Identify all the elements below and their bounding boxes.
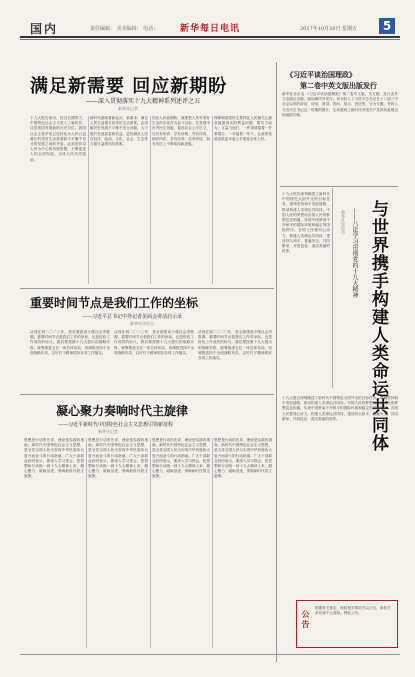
commentary-title: 与世界携手构建人类命运共同体 bbox=[368, 200, 388, 452]
column-divider bbox=[150, 116, 151, 284]
book-title: 《习近平谈治国理政》 bbox=[286, 70, 356, 79]
masthead: 新华每日电讯 bbox=[180, 24, 241, 34]
section3-column-3: 思想是行动的先导，理论是实践的指南。新时代中国特色社会主义思想，是全党全国人民为实现中华民族伟大复兴而奋斗的行动指南。广大干部群众纷纷表示，要深入学习领会，把思想和行动统一到十九大精神上来，凝心聚力，砥砺奋进，奏响新时代的主旋律。 bbox=[152, 438, 210, 479]
section3-column-4: 思想是行动的先导，理论是实践的指南。新时代中国特色社会主义思想，是全党全国人民为实现中华民族伟大复兴而奋斗的行动指南。广大干部群众纷纷表示，要深入学习领会，把思想和行动统一到十九大精神上来，凝心聚力，砥砺奋进，奏响新时代的主旋律。 bbox=[214, 438, 272, 479]
section2-column-1: 从现在到二〇二〇年，是全面建成小康社会决胜期。重要时间节点是我们工作的坐标，也是检验工作成效的标尺。我们要按照十九大提出的战略安排，统筹推进五位一体总体布局，协调推进四个全面战略布局，以钉钉子精神抓好各项工作落实。 bbox=[30, 330, 110, 355]
section3-column-2: 思想是行动的先导，理论是实践的指南。新时代中国特色社会主义思想，是全党全国人民为实现中华民族伟大复兴而奋斗的行动指南。广大干部群众纷纷表示，要深入学习领会，把思想和行动统一到十九大精神上来，凝心聚力，砥砺奋进，奏响新时代的主旋律。 bbox=[88, 438, 148, 479]
column-divider bbox=[88, 116, 89, 284]
column-divider bbox=[150, 438, 151, 648]
header-rule bbox=[20, 36, 400, 38]
lead-column-2: 新时代意味着新起点、新要求。满足人民日益增长的美好生活需要，必须解决好发展不平衡不充分问题，大力提升发展质量和效益，更好满足人民在经济、政治、文化、社会、生态等方面日益增长的需要。 bbox=[90, 116, 148, 147]
lead-column-3: 回应人民新期盼，就要把人民对美好生活的向往作为奋斗目标，在发展中补齐民生短板、促进社会公平正义，在幼有所育、学有所教、劳有所得、病有所医、老有所养、住有所居、弱有所扶上不断取得新进展。 bbox=[152, 116, 210, 147]
book-text: 新华社北京电 《习近平谈治国理政》第二卷中文版、英文版，近日由外文出版社出版，面向海内外发行。该书收入了习近平总书记在十八届三中全会以来的讲话、谈话、演讲、答问、批示、贺信等，分为专题，并收入习近平总书记这一时期的图片，生动展现了新时代中国共产党的执政理念和治国方略。 bbox=[282, 92, 398, 117]
footer-rule bbox=[20, 654, 400, 655]
book-rule bbox=[280, 186, 398, 187]
section2-title: 重要时间节点是我们工作的坐标 bbox=[30, 296, 199, 310]
lead-byline: 新华社记者 bbox=[118, 106, 138, 111]
column-divider bbox=[212, 438, 213, 648]
section2-subtitle: ——习近平总书记中外记者见面会讲话启示录 bbox=[82, 314, 183, 320]
section2-column-2: 从现在到二〇二〇年，是全面建成小康社会决胜期。重要时间节点是我们工作的坐标，也是检验工作成效的标尺。我们要按照十九大提出的战略安排，统筹推进五位一体总体布局，协调推进四个全面战略布局，以钉钉子精神抓好各项工作落实。 bbox=[114, 330, 194, 355]
notice-label: 公告 bbox=[301, 610, 310, 630]
header-date: 2017年10月20日 星期五 bbox=[300, 26, 358, 32]
commentary-subtitle: ——八论学习贯彻党的十九大精神 bbox=[351, 208, 358, 298]
section3-byline: 新华社记者 bbox=[98, 429, 118, 434]
section-rule bbox=[20, 288, 274, 289]
column-divider bbox=[212, 116, 213, 284]
lead-column-4: 保障和改善民生要抓住人民最关心最直接最现实的利益问题，既尽力而为，又量力而行，一件事情接着一件事情办，一年接着一年干，让改革发展成果更多更公平惠及全体人民。 bbox=[214, 116, 272, 141]
page-number: 5 bbox=[379, 18, 395, 34]
section2-column-3: 从现在到二〇二〇年，是全面建成小康社会决胜期。重要时间节点是我们工作的坐标，也是检验工作成效的标尺。我们要按照十九大提出的战略安排，统筹推进五位一体总体布局，协调推进四个全面战略布局，以钉钉子精神抓好各项工作落实。 bbox=[198, 330, 272, 361]
lead-column-1: 十九大报告指出，经过长期努力，中国特色社会主义进入了新时代，这是我国发展新的历史方位。我国社会主要矛盾已经转化为人民日益增长的美好生活需要和不平衡不充分的发展之间的矛盾。必须坚持以人民为中心的发展思想，不断促进人的全面发展、全体人民共同富裕。 bbox=[30, 116, 86, 162]
book-subtitle: 第二卷中英文版出版发行 bbox=[300, 81, 377, 90]
lead-title: 满足新需要 回应新期盼 bbox=[30, 76, 228, 97]
column-divider bbox=[86, 438, 87, 648]
commentary-byline: 新华社评论员 bbox=[341, 210, 346, 234]
section-rule bbox=[20, 394, 274, 395]
lead-subtitle: ——深入贯彻落实十九大精神系列述评之五 bbox=[86, 98, 201, 105]
section-label: 国内 bbox=[30, 22, 59, 36]
section3-column-1: 思想是行动的先导，理论是实践的指南。新时代中国特色社会主义思想，是全党全国人民为实现中华民族伟大复兴而奋斗的行动指南。广大干部群众纷纷表示，要深入学习领会，把思想和行动统一到十九大精神上来，凝心聚力，砥砺奋进，奏响新时代的主旋律。 bbox=[24, 438, 84, 479]
section3-title: 凝心聚力奏响时代主旋律 bbox=[56, 404, 189, 418]
header-rule-thin bbox=[20, 39, 400, 40]
notice-text: 根据有关规定，现将相关事项予以公告，请有关单位和个人周知。特此公告。 bbox=[315, 606, 391, 615]
commentary-text: 十九大报告深刻阐述了新时代中国特色大国外交的目标任务，强调坚持和平发展道路，推动构建人类命运共同体。中国人民的梦想同各国人民的梦想息息相通，实现中国梦离不开和平的国际环境和稳定的国际秩序。各国人民要同心协力，构建人类命运共同体，建设持久和平、普遍安全、共同繁荣、开放包容、清洁美丽的世界。 bbox=[282, 192, 330, 254]
section3-subtitle: ——习近平新时代中国特色社会主义思想引领新征程 bbox=[58, 422, 174, 428]
header-meta: 责任编辑： 美术编辑： 电话： bbox=[90, 26, 159, 32]
section2-byline: 新华社评论员 bbox=[130, 321, 154, 326]
right-column-rule bbox=[276, 62, 277, 662]
commentary-text-cont: 十九大报告深刻阐述了新时代中国特色大国外交的目标任务，强调坚持和平发展道路，推动构建人类命运共同体。中国人民的梦想同各国人民的梦想息息相通，实现中国梦离不开和平的国际环境和稳定的国际秩序。各国人民要同心协力，构建人类命运共同体，建设持久和平、普遍安全、共同繁荣、开放包容、清洁美丽的世界。 bbox=[282, 396, 398, 421]
